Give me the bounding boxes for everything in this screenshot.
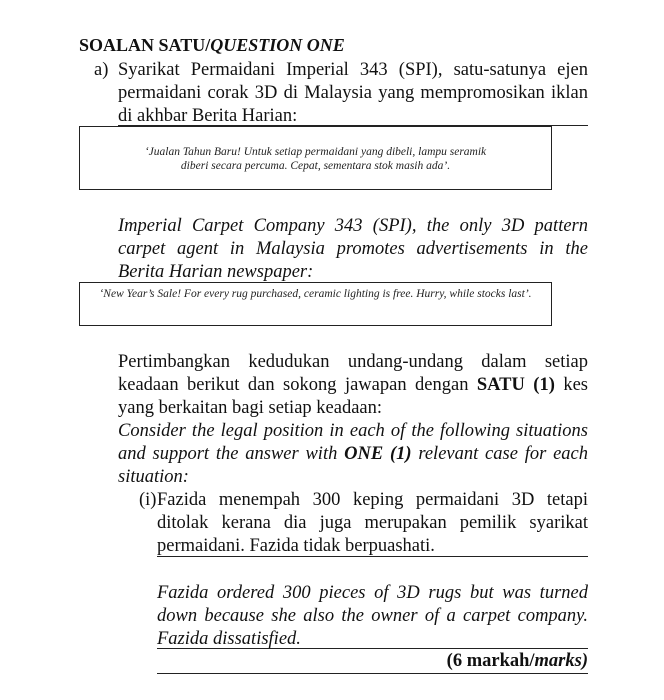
instruction-english-bold: ONE (1) (344, 444, 412, 464)
question-title-malay: SOALAN SATU/ (79, 35, 211, 55)
marks-label: (6 markah/marks) (446, 651, 588, 671)
part-a-intro-malay: Syarikat Permaidani Imperial 343 (SPI), satu-satunya ejen permaidani corak 3D di Malaysia yang mempromosikan iklan di akhbar Berita Harian: (118, 60, 588, 126)
question-title (79, 35, 345, 56)
advertisement-text-english: ‘New Year’s Sale! For every rug purchased, ceramic lighting is free. Hurry, while stocks last’. (99, 288, 532, 300)
marks-underline (157, 673, 588, 674)
question-title-english: QUESTION ONE (210, 35, 345, 55)
instruction-malay-bold: SATU (1) (476, 375, 555, 395)
advertisement-box-malay (79, 126, 552, 190)
instruction-malay: Pertimbangkan kedudukan undang-undang dalam setiap keadaan berikut dan sokong jawapan dengan SATU (1) kes yang berkaitan bagi setiap keadaan: (118, 352, 588, 418)
advertisement-text-malay: ‘Jualan Tahun Baru! Untuk setiap permaidani yang dibeli, lampu seramik diberi secara percuma. Cepat, sementara stok masih ada’. (144, 146, 487, 172)
situation-i-malay-underline (157, 556, 588, 557)
situation-i-malay: Fazida menempah 300 keping permaidani 3D tetapi ditolak kerana dia juga merupakan pemilik syarikat permaidani. Fazida tidak berpuashati. (157, 490, 588, 556)
instruction-english: Consider the legal position in each of the following situations and support the answer with ONE (1) relevant case for each situation: (118, 421, 588, 487)
situation-i-english: Fazida ordered 300 pieces of 3D rugs but was turned down because she also the owner of a carpet company. Fazida dissatisfied. (157, 583, 588, 649)
part-a-label: a) (94, 60, 109, 80)
advertisement-box-english (79, 282, 552, 326)
part-a-intro-english: Imperial Carpet Company 343 (SPI), the only 3D pattern carpet agent in Malaysia promotes advertisements in the Berita Harian newspaper: (118, 216, 588, 282)
situation-i-label: (i) (139, 490, 157, 510)
situation-i-english-underline (157, 648, 588, 649)
